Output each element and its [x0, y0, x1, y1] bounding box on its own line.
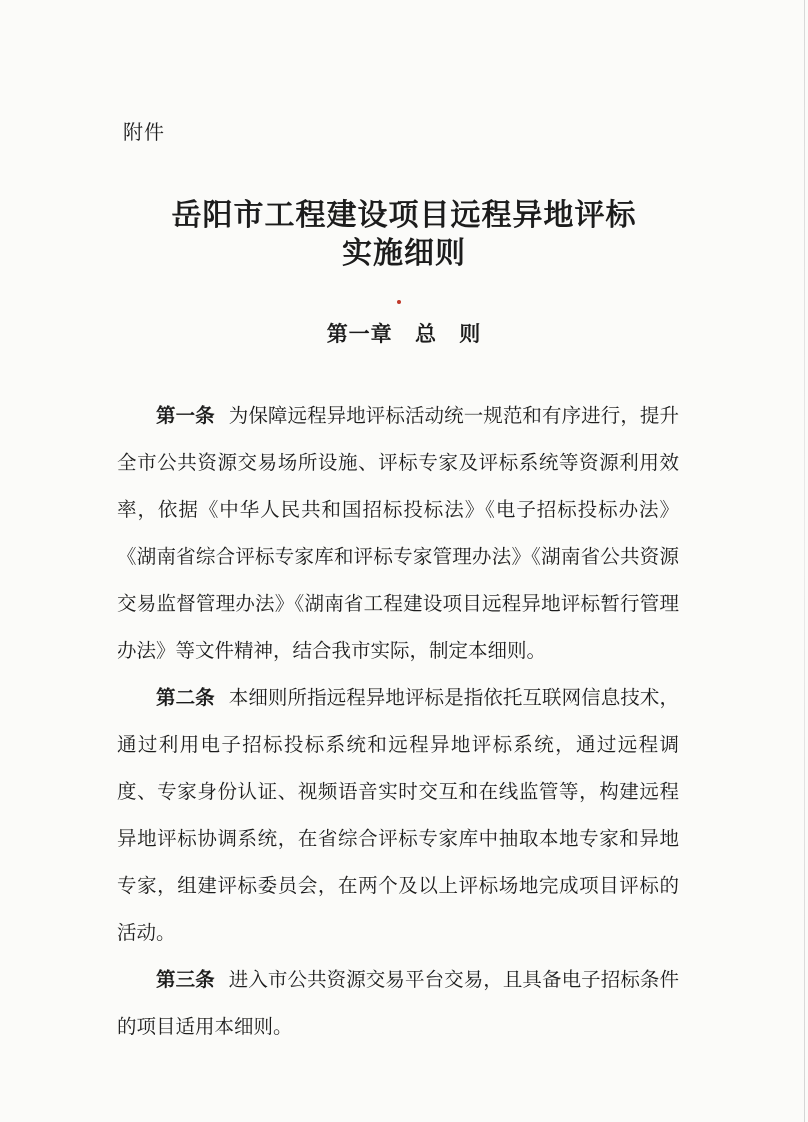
document-body [117, 392, 679, 1050]
article-label: 第二条 [156, 686, 215, 709]
article-label: 第一条 [156, 404, 215, 427]
article-text: 本细则所指远程异地评标是指依托互联网信息技术，通过利用电子招标投标系统和远程异地评标系统，通过远程调度、专家身份认证、视频语音实时交互和在线监管等，构建远程异地评标协调系统，在省综合评标专家库中抽取本地专家和异地专家，组建评标委员会，在两个及以上评标场地完成项目评标的活动。 [117, 686, 679, 944]
article-text: 进入市公共资源交易平台交易，且具备电子招标条件的项目适用本细则。 [117, 968, 679, 1038]
article-2 [117, 674, 679, 956]
article-label: 第三条 [156, 968, 215, 991]
red-mark [397, 300, 401, 304]
page-edge [804, 0, 805, 1122]
article-1 [117, 392, 679, 674]
article-3 [117, 956, 679, 1050]
chapter-heading: 第一章 总 则 [326, 322, 482, 346]
article-text: 为保障远程异地评标活动统一规范和有序进行，提升全市公共资源交易场所设施、评标专家及评标系统等资源利用效率，依据《中华人民共和国招标投标法》《电子招标投标办法》《湖南省综合评标专家库和评标专家管理办法》《湖南省公共资源交易监督管理办法》《湖南省工程建设项目远程异地评标暂行管理办法》等文件精神，结合我市实际，制定本细则。 [117, 404, 679, 662]
attachment-label: 附件 [123, 120, 165, 144]
document-title-line1: 岳阳市工程建设项目远程异地评标 [171, 198, 637, 233]
document-title-line2: 实施细则 [342, 236, 466, 271]
